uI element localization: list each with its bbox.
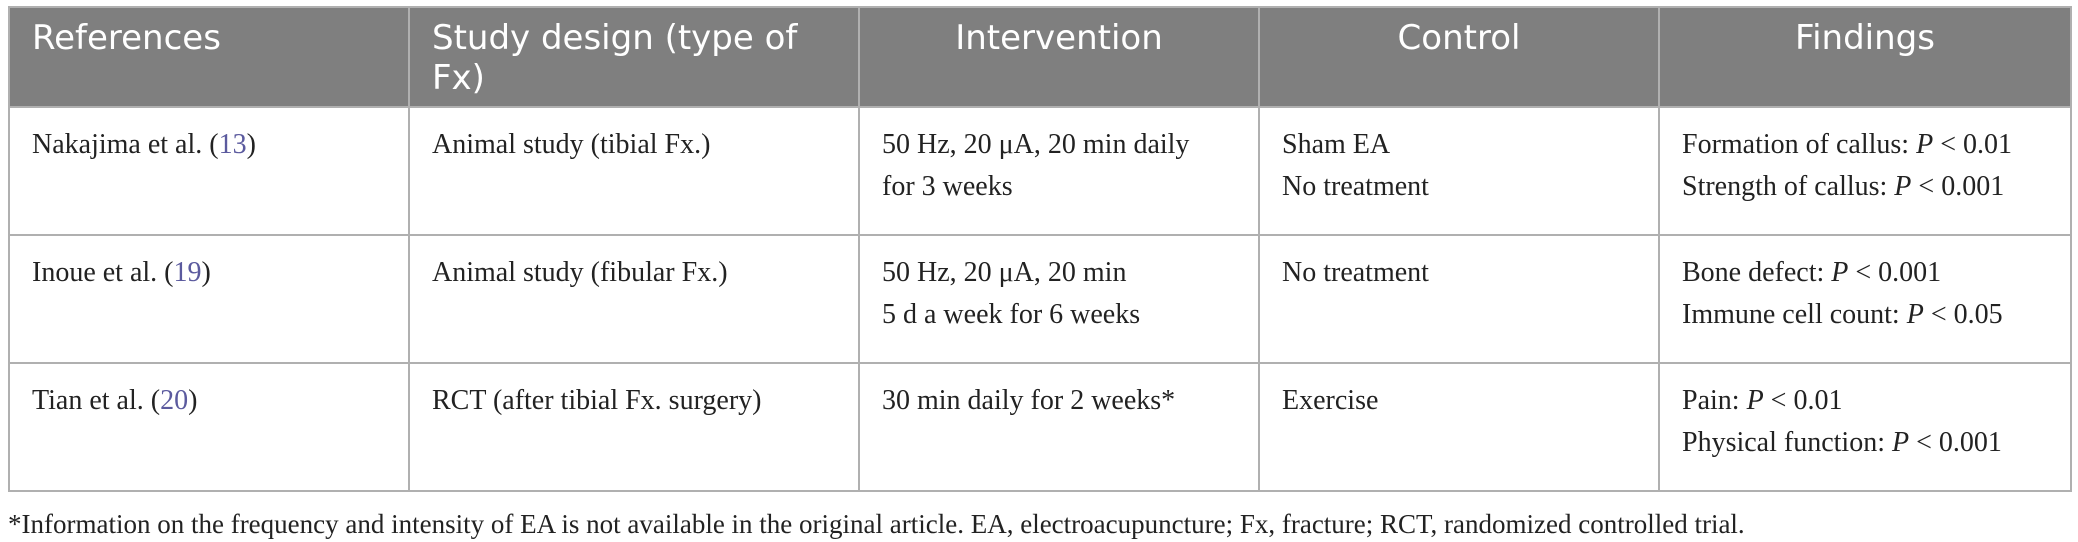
header-findings: Findings [1659, 7, 2071, 107]
cell-intervention [859, 363, 1259, 491]
cell-reference [9, 107, 409, 235]
intervention-line: 30 min daily for 2 weeks* [882, 385, 1176, 416]
table-row [9, 107, 2071, 235]
cell-design: Animal study (fibular Fx.) [409, 235, 859, 363]
p-value: < 0.05 [1923, 299, 2003, 330]
ref-author: Nakajima et al. ( [32, 129, 219, 160]
p-value: < 0.001 [1909, 427, 2002, 458]
intervention-line: 50 Hz, 20 μA, 20 min daily [882, 129, 1190, 160]
ref-author: Tian et al. ( [32, 385, 161, 416]
cell-findings [1659, 235, 2071, 363]
p-symbol: P [1831, 257, 1849, 288]
cell-reference [9, 235, 409, 363]
table-row [9, 363, 2071, 491]
p-symbol: P [1916, 129, 1934, 160]
control-line: No treatment [1282, 257, 1429, 288]
table-container [8, 6, 2070, 542]
intervention-line: 50 Hz, 20 μA, 20 min [882, 257, 1127, 288]
finding-line [1682, 166, 2048, 208]
ref-close: ) [246, 129, 256, 160]
header-control: Control [1259, 7, 1659, 107]
p-symbol: P [1891, 427, 1910, 458]
finding-line [1682, 422, 2048, 464]
header-row [9, 7, 2071, 107]
ref-link[interactable]: 19 [173, 257, 202, 288]
p-value: < 0.001 [1848, 257, 1942, 288]
cell-control [1259, 107, 1659, 235]
cell-intervention [859, 107, 1259, 235]
ref-link[interactable]: 13 [218, 129, 247, 160]
table-footnote: *Information on the frequency and intensity of EA is not available in the original article. EA, electroacupuncture; Fx, fracture; RCT, randomized controlled trial. [8, 509, 1745, 539]
finding-label: Immune cell count: [1682, 299, 1907, 330]
finding-label: Formation of callus: [1682, 129, 1917, 160]
cell-reference [9, 363, 409, 491]
finding-label: Strength of callus: [1682, 171, 1895, 202]
intervention-line: for 3 weeks [882, 171, 1013, 202]
ref-close: ) [201, 257, 211, 288]
finding-line [1682, 380, 2048, 422]
control-line: Sham EA [1282, 129, 1391, 160]
cell-findings [1659, 363, 2071, 491]
finding-line [1682, 294, 2048, 336]
finding-line [1682, 252, 2048, 294]
cell-findings [1659, 107, 2071, 235]
ref-close: ) [188, 385, 198, 416]
intervention-line: 5 d a week for 6 weeks [882, 299, 1141, 330]
p-symbol: P [1906, 299, 1924, 330]
cell-control [1259, 363, 1659, 491]
p-symbol: P [1894, 171, 1912, 202]
cell-intervention [859, 235, 1259, 363]
finding-label: Bone defect: [1682, 257, 1832, 288]
header-intervention: Intervention [859, 7, 1259, 107]
cell-design: RCT (after tibial Fx. surgery) [409, 363, 859, 491]
finding-label: Pain: [1682, 385, 1747, 416]
finding-line [1682, 124, 2048, 166]
cell-design: Animal study (tibial Fx.) [409, 107, 859, 235]
p-value: < 0.01 [1763, 385, 1843, 416]
ref-link[interactable]: 20 [160, 385, 189, 416]
ref-author: Inoue et al. ( [32, 257, 174, 288]
table-row [9, 235, 2071, 363]
control-line: Exercise [1282, 385, 1379, 416]
header-references: References [9, 7, 409, 107]
p-symbol: P [1746, 385, 1764, 416]
header-study-design: Study design (type of Fx) [409, 7, 859, 107]
control-line: No treatment [1282, 171, 1429, 202]
cell-control [1259, 235, 1659, 363]
finding-label: Physical function: [1682, 427, 1892, 458]
p-value: < 0.01 [1933, 129, 2012, 160]
p-value: < 0.001 [1911, 171, 2005, 202]
studies-table [8, 6, 2072, 492]
